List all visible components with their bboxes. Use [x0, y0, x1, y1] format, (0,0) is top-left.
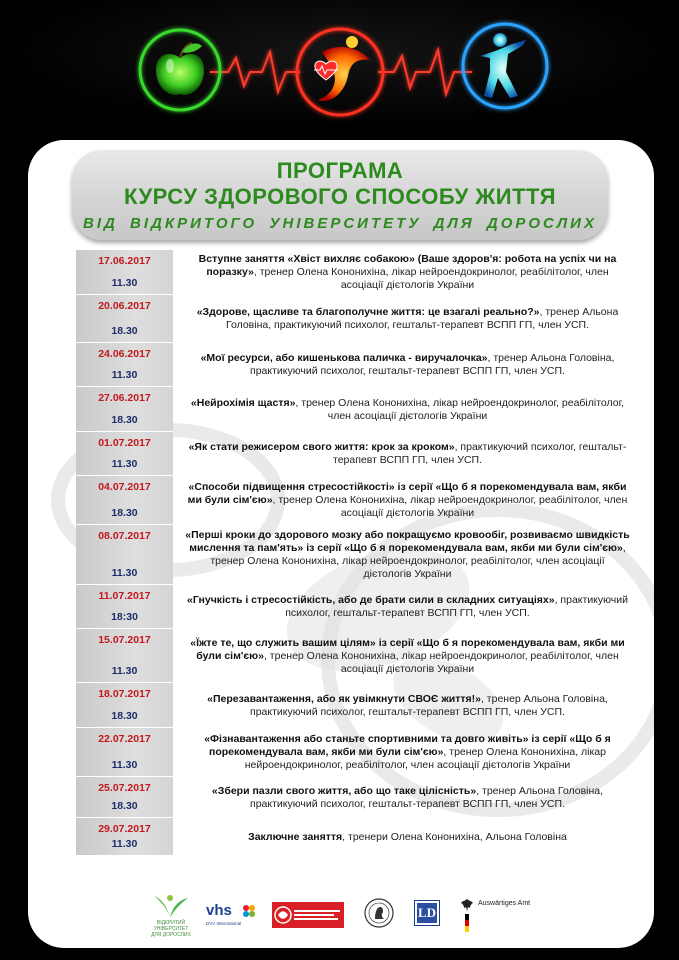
vhs-sub: DVV International — [206, 921, 242, 926]
session-description — [173, 585, 636, 629]
session-date: 17.06.2017 — [98, 255, 151, 267]
session-trainer: , тренер Олена Кононихіна, лікар нейроендокринолог, реабілітолог, член асоціації дієтологів України — [295, 396, 625, 422]
session-date: 27.06.2017 — [98, 392, 151, 404]
session-text — [185, 352, 630, 378]
session-trainer: , практикуючий психолог, гештальт-терапевт ВСПП ГП, член УСП. — [285, 594, 628, 619]
schedule-list — [76, 250, 636, 856]
date-cell — [76, 476, 173, 525]
session-title: «Їжте те, що служить вашим цілям» із серії «Що б я порекомендувала вам, якби ми були сім'єю» — [190, 636, 625, 662]
schedule-row — [76, 777, 636, 818]
aa-text: Auswärtiges Amt — [478, 900, 531, 907]
session-time: 11.30 — [111, 665, 138, 677]
session-title: «Як стати режисером свого життя: крок за кроком» — [188, 441, 455, 453]
session-time: 11.30 — [111, 567, 138, 579]
heart-person-icon — [314, 36, 370, 101]
session-title: Вступне заняття «Хвіст вихляє собакою» (Ваше здоров'я: робота на успіх чи на поразку» — [198, 253, 617, 278]
session-text — [185, 481, 630, 520]
session-time: 11.30 — [111, 369, 138, 381]
auswaertiges-amt-logo — [460, 898, 550, 932]
session-description — [173, 343, 636, 387]
session-date: 01.07.2017 — [98, 437, 151, 449]
session-date: 24.06.2017 — [98, 348, 151, 360]
session-trainer: , тренер Олена Кононихіна, лікар нейроендокринолог, реабілітолог, член асоціації дієтологів України — [253, 266, 609, 291]
session-description — [173, 629, 636, 683]
session-trainer: , практикуючий психолог, гештальт-терапевт ВСПП ГП, член УСП. — [333, 441, 627, 466]
session-time: 11.30 — [111, 458, 138, 470]
session-description — [173, 432, 636, 476]
title-line-1: ПРОГРАМА — [276, 158, 404, 183]
session-title: «Мої ресурси, або кишенькова паличка - виручалочка» — [200, 352, 488, 364]
session-trainer: , тренер Альона Головіна, практикуючий психолог, гештальт-терапевт ВСПП ГП, член УСП. — [225, 306, 619, 331]
schedule-row — [76, 387, 636, 432]
session-text — [185, 306, 630, 332]
session-trainer: , тренер Альона Головіна, практикуючий психолог, гештальт-терапевт ВСПП ГП, член УСП. — [250, 352, 615, 377]
session-time: 18.30 — [111, 507, 138, 519]
schedule-row — [76, 585, 636, 629]
session-description — [173, 777, 636, 818]
date-cell — [76, 728, 173, 777]
session-text — [185, 397, 630, 423]
session-title: «Фізнавантаження або станьте спортивними та довго живіть» із серії «Що б я порекомендувала вам, якби ми були сім'єю» — [204, 733, 611, 758]
session-text — [185, 253, 630, 292]
header-banner — [0, 0, 679, 130]
schedule-row — [76, 295, 636, 343]
ou-text-2: УНІВЕРСИТЕТ — [153, 926, 189, 932]
date-cell — [76, 525, 173, 585]
date-cell — [76, 387, 173, 432]
session-title: «Гнучкість і стресостійкість, або де брати сили в складних ситуаціях» — [187, 594, 555, 606]
session-text — [185, 785, 630, 811]
date-cell — [76, 295, 173, 343]
session-time: 11.30 — [111, 838, 138, 850]
session-title: «Перезавантаження, або як увімкнути СВОЄ життя!» — [207, 692, 481, 705]
ou-text-1: ВІДКРИТИЙ — [156, 920, 186, 926]
session-text — [185, 693, 630, 719]
session-text — [248, 831, 567, 844]
seal-icon — [364, 898, 394, 928]
ld-text: LD — [417, 905, 437, 920]
session-text — [185, 441, 630, 467]
session-description — [173, 295, 636, 343]
session-description — [173, 818, 636, 856]
session-date: 11.07.2017 — [98, 590, 151, 602]
session-date: 08.07.2017 — [98, 530, 151, 542]
date-cell — [76, 343, 173, 387]
title-line-2: КУРСУ ЗДОРОВОГО СПОСОБУ ЖИТТЯ — [123, 184, 557, 209]
schedule-row — [76, 432, 636, 476]
session-description — [173, 683, 636, 728]
schedule-row — [76, 250, 636, 295]
vhs-logo — [206, 902, 258, 936]
session-title: «Нейрохімія щастя» — [190, 396, 296, 409]
ou-text-3: ДЛЯ ДОРОСЛИХ — [151, 932, 191, 938]
session-title: «Перші кроки до здорового мозку або покращуємо кровообіг, розвиваємо швидкість мислення та пам'ять» із серії «Що б я порекомендувала вам, якби ми були сім'єю» — [185, 529, 630, 554]
vhs-dots-icon — [242, 904, 256, 918]
session-time: 18.30 — [111, 414, 138, 426]
session-text — [185, 733, 630, 772]
session-description — [173, 250, 636, 295]
ou-leaf-icon — [148, 892, 194, 920]
seal-logo — [364, 898, 394, 928]
session-trainer: , тренер Олена Кононихіна, лікар нейроендокринолог, реабілітолог, член асоціації дієтологів України — [272, 494, 628, 519]
title-box — [72, 150, 608, 240]
session-trainer: , тренер Альона Головіна, практикуючий психолог, гештальт-терапевт ВСПП ГП, член УСП. — [250, 784, 604, 810]
session-title: «Способи підвищення стресостійкості» із серії «Що б я порекомендувала вам, якби ми були сім'єю» — [187, 481, 627, 506]
session-trainer: , тренер Олена Кононихіна, лікар нейроендокринолог, реабілітолог, член асоціації дієтологів України — [263, 649, 619, 675]
session-title: «Здорове, щасливе та благополучне життя: це взагалі реально?» — [196, 306, 540, 318]
session-time: 18:30 — [111, 611, 138, 623]
session-description — [173, 387, 636, 432]
session-date: 25.07.2017 — [98, 782, 151, 794]
vhs-text: vhs — [206, 902, 232, 919]
session-text — [185, 594, 630, 620]
session-description — [173, 476, 636, 525]
session-time: 18.30 — [111, 710, 138, 722]
session-date: 20.06.2017 — [98, 300, 151, 312]
date-cell — [76, 777, 173, 818]
ou-logo — [148, 892, 194, 944]
title-line-3: ВІД ВІДКРИТОГО УНІВЕРСИТЕТУ ДЛЯ ДОРОСЛИХ — [83, 215, 597, 232]
date-cell — [76, 585, 173, 629]
schedule-row — [76, 818, 636, 856]
date-cell — [76, 629, 173, 683]
session-trainer: , тренер Альона Головіна, практикуючий психолог, гештальт-терапевт ВСПП ГП, член УСП. — [250, 692, 608, 718]
apple-icon — [156, 43, 204, 95]
session-text — [185, 529, 630, 581]
session-time: 18.30 — [111, 325, 138, 337]
session-trainer: , тренери Олена Кононихіна, Альона Головіна — [342, 830, 567, 843]
date-cell — [76, 818, 173, 856]
session-title: Заключне заняття — [248, 830, 343, 843]
civic-logo — [272, 902, 344, 928]
eagle-icon — [460, 898, 474, 912]
session-title: «Збери пазли свого життя, або що таке цілісність» — [211, 784, 477, 797]
session-date: 29.07.2017 — [98, 823, 151, 835]
partner-logos — [28, 884, 654, 948]
session-description — [173, 525, 636, 585]
schedule-row — [76, 476, 636, 525]
ld-logo — [414, 900, 440, 926]
date-cell — [76, 432, 173, 476]
session-time: 11.30 — [111, 277, 138, 289]
banner-graphic — [0, 0, 679, 130]
session-date: 15.07.2017 — [98, 634, 151, 646]
session-trainer: , тренер Олена Кононихіна, лікар нейроендокринолог, реабілітолог, член асоціації дієтологів України — [210, 542, 626, 580]
date-cell — [76, 250, 173, 295]
session-trainer: , тренер Олена Кононихіна, лікар нейроендокринолог, реабілітолог, член асоціації дієтологів України — [244, 746, 606, 771]
session-date: 18.07.2017 — [98, 688, 151, 700]
german-flag-icon — [465, 914, 469, 932]
session-date: 04.07.2017 — [98, 481, 151, 493]
schedule-row — [76, 629, 636, 683]
schedule-row — [76, 525, 636, 585]
civic-emblem-icon — [272, 902, 344, 928]
date-cell — [76, 683, 173, 728]
session-date: 22.07.2017 — [98, 733, 151, 745]
schedule-row — [76, 343, 636, 387]
session-description — [173, 728, 636, 777]
exercise-person-icon — [480, 33, 526, 98]
session-time: 18.30 — [111, 800, 138, 812]
schedule-row — [76, 728, 636, 777]
session-time: 11.30 — [111, 759, 138, 771]
schedule-row — [76, 683, 636, 728]
program-card — [28, 140, 654, 948]
session-text — [185, 637, 630, 676]
